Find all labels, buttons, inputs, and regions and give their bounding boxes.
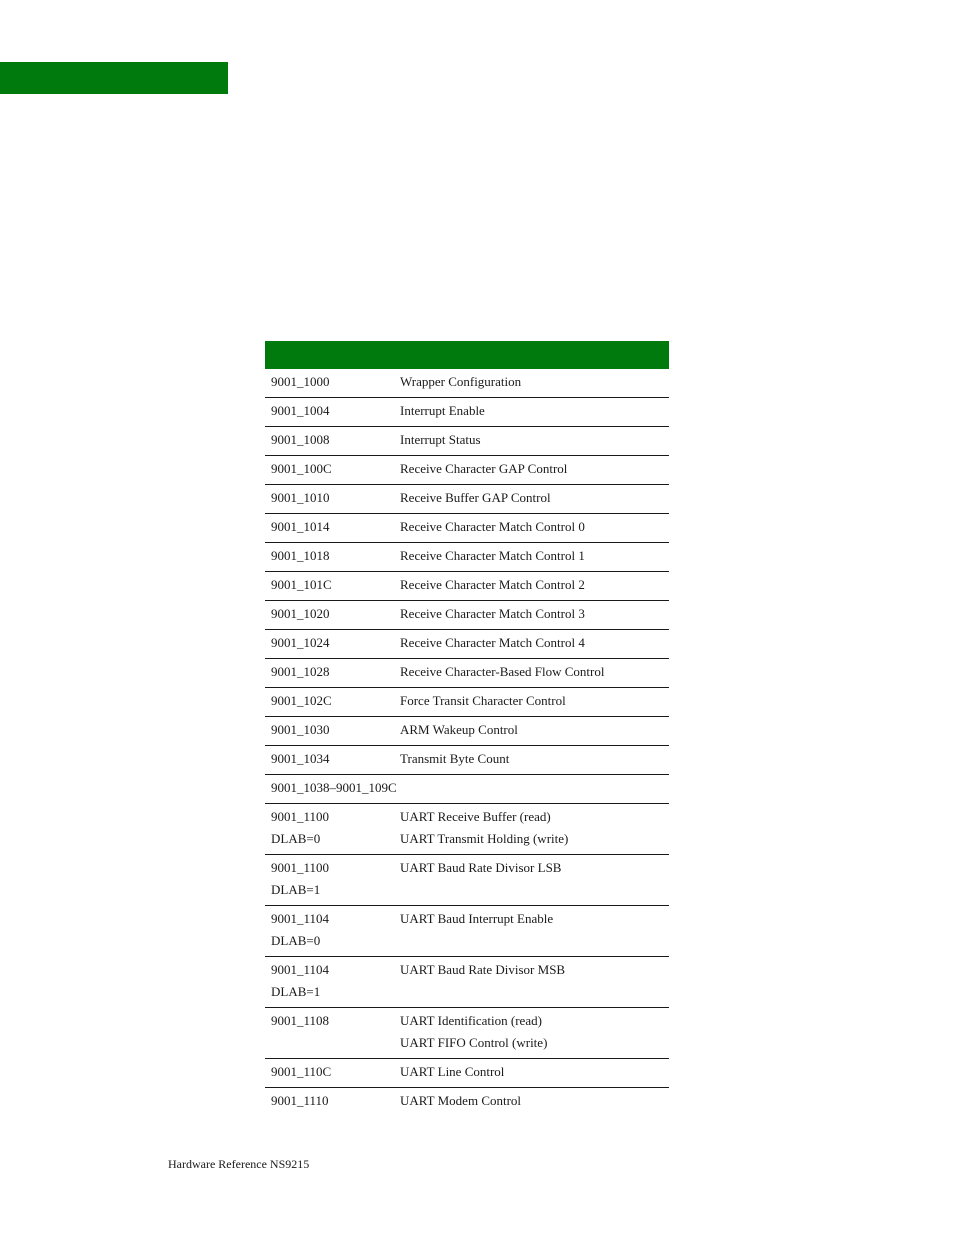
address-cell	[265, 429, 400, 451]
address-text: 9001_1008	[271, 432, 330, 447]
table-row	[265, 601, 669, 630]
table-row	[265, 906, 669, 957]
address-text: 9001_1014	[271, 519, 330, 534]
address-cell	[265, 487, 400, 509]
table-row	[265, 456, 669, 485]
address-text: 9001_102C	[271, 693, 332, 708]
register-text: Receive Character GAP Control	[400, 461, 568, 476]
address-cell	[265, 371, 400, 393]
address-text: 9001_110C	[271, 1064, 332, 1079]
address-cell	[265, 545, 400, 567]
register-cell	[400, 959, 669, 1003]
register-text: Force Transit Character Control	[400, 693, 566, 708]
address-cell	[265, 661, 400, 683]
address-cell	[265, 1090, 400, 1112]
table-row	[265, 398, 669, 427]
address-text: 9001_100C	[271, 461, 332, 476]
address-text: 9001_1010	[271, 490, 330, 505]
register-address-table	[265, 341, 669, 1116]
table-row	[265, 804, 669, 855]
address-text: 9001_1108	[271, 1013, 330, 1028]
table-row	[265, 514, 669, 543]
address-text: 9001_1104	[271, 911, 330, 926]
table-row	[265, 775, 669, 804]
register-cell	[400, 603, 669, 625]
address-text: DLAB=0	[271, 933, 321, 948]
address-cell	[265, 1061, 400, 1083]
table-body	[265, 369, 669, 1116]
header-accent-bar	[0, 62, 228, 94]
address-text: 9001_1100	[271, 860, 330, 875]
table-row	[265, 630, 669, 659]
table-row	[265, 957, 669, 1008]
register-cell	[400, 632, 669, 654]
address-cell	[265, 857, 400, 901]
register-cell	[400, 690, 669, 712]
register-text: ARM Wakeup Control	[400, 722, 518, 737]
address-text: 9001_1034	[271, 751, 330, 766]
address-text: 9001_1000	[271, 374, 330, 389]
register-text: Receive Character Match Control 0	[400, 519, 585, 534]
register-cell	[400, 487, 669, 509]
table-row	[265, 543, 669, 572]
table-row	[265, 688, 669, 717]
register-text: Interrupt Enable	[400, 403, 485, 418]
register-cell	[400, 400, 669, 422]
register-text: UART Receive Buffer (read)	[400, 809, 551, 824]
register-cell	[400, 371, 669, 393]
address-text: 9001_1100	[271, 809, 330, 824]
address-text: 9001_1110	[271, 1093, 329, 1108]
address-text: DLAB=1	[271, 882, 321, 897]
register-cell	[400, 1090, 669, 1112]
table-row	[265, 369, 669, 398]
register-text: UART Baud Rate Divisor MSB	[400, 962, 566, 977]
register-text: UART Modem Control	[400, 1093, 522, 1108]
table-row	[265, 746, 669, 775]
table-row	[265, 1008, 669, 1059]
page-footer: Hardware Reference NS9215	[168, 1157, 310, 1171]
register-text: UART Identification (read)	[400, 1013, 542, 1028]
table-header-bar	[265, 341, 669, 369]
register-cell	[400, 516, 669, 538]
address-text: 9001_1018	[271, 548, 330, 563]
register-text: Receive Character Match Control 1	[400, 548, 585, 563]
register-text: Interrupt Status	[400, 432, 481, 447]
address-text: 9001_1104	[271, 962, 330, 977]
register-cell	[400, 908, 669, 952]
table-row	[265, 427, 669, 456]
register-text: Receive Character-Based Flow Control	[400, 664, 605, 679]
address-cell	[265, 719, 400, 741]
register-cell	[400, 545, 669, 567]
address-cell	[265, 574, 400, 596]
register-cell	[400, 458, 669, 480]
register-cell	[400, 1061, 669, 1083]
address-text: DLAB=1	[271, 984, 321, 999]
address-cell	[265, 748, 400, 770]
address-cell	[265, 400, 400, 422]
register-text: UART Baud Interrupt Enable	[400, 911, 554, 926]
register-text: UART Transmit Holding (write)	[400, 831, 569, 846]
address-text: 9001_1004	[271, 403, 330, 418]
register-cell	[400, 1010, 669, 1054]
register-cell	[400, 429, 669, 451]
register-cell	[400, 748, 669, 770]
address-cell	[265, 908, 400, 952]
register-text: Receive Character Match Control 4	[400, 635, 585, 650]
register-text: Transmit Byte Count	[400, 751, 510, 766]
address-text: DLAB=0	[271, 831, 321, 846]
address-cell	[265, 959, 400, 1003]
register-text: UART Baud Rate Divisor LSB	[400, 860, 562, 875]
address-cell	[265, 806, 400, 850]
address-cell	[265, 458, 400, 480]
table-row	[265, 717, 669, 746]
address-cell	[265, 1010, 400, 1054]
register-cell	[400, 719, 669, 741]
table-row	[265, 1059, 669, 1088]
address-cell	[265, 632, 400, 654]
table-row	[265, 1088, 669, 1116]
table-row	[265, 485, 669, 514]
address-cell	[265, 516, 400, 538]
table-row	[265, 855, 669, 906]
register-text: Receive Character Match Control 2	[400, 577, 585, 592]
register-cell	[400, 777, 669, 799]
table-row	[265, 659, 669, 688]
address-text: 9001_1024	[271, 635, 330, 650]
address-text: 9001_1028	[271, 664, 330, 679]
register-text: Receive Character Match Control 3	[400, 606, 585, 621]
address-text: 9001_101C	[271, 577, 332, 592]
register-cell	[400, 661, 669, 683]
address-cell	[265, 777, 400, 799]
address-cell	[265, 690, 400, 712]
register-text: Receive Buffer GAP Control	[400, 490, 551, 505]
register-cell	[400, 806, 669, 850]
table-row	[265, 572, 669, 601]
address-text: 9001_1020	[271, 606, 330, 621]
register-cell	[400, 857, 669, 901]
address-text: 9001_1030	[271, 722, 330, 737]
address-text: 9001_1038–9001_109C	[271, 780, 397, 795]
register-text: UART Line Control	[400, 1064, 505, 1079]
address-cell	[265, 603, 400, 625]
register-text: Wrapper Configuration	[400, 374, 522, 389]
register-text: UART FIFO Control (write)	[400, 1035, 548, 1050]
register-cell	[400, 574, 669, 596]
